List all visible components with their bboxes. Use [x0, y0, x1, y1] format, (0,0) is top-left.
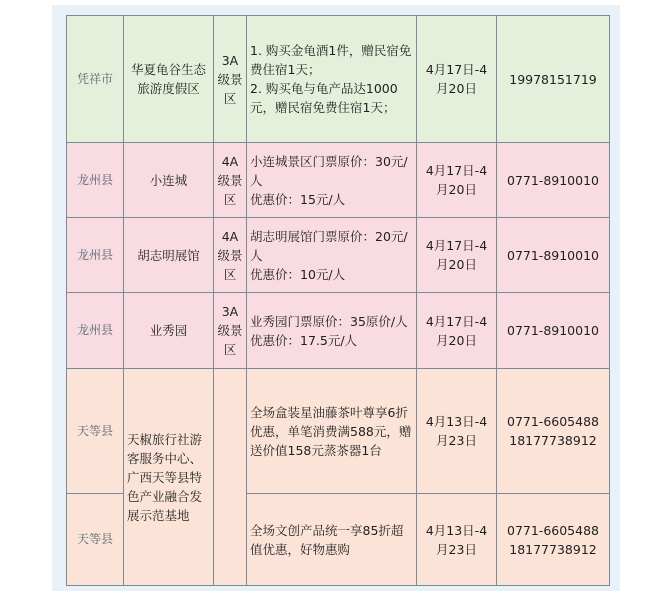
- phone-cell: 19978151719: [497, 16, 610, 143]
- dates-cell: 4月17日-4月20日: [417, 218, 497, 293]
- county-cell: 凭祥市: [67, 16, 124, 143]
- offer-cell: 小连城景区门票原价：30元/人 优惠价：15元/人: [247, 143, 417, 218]
- grade-cell: [214, 369, 247, 586]
- table-row: [67, 218, 610, 293]
- phone-cell: 0771-8910010: [497, 143, 610, 218]
- offer-cell: 全场盒装星油藤茶叶尊享6折优惠，单笔消费满588元，赠送价值158元蒸茶器1台: [247, 369, 417, 494]
- phone-cell: 0771-6605488 18177738912: [497, 494, 610, 586]
- phone-cell: 0771-8910010: [497, 218, 610, 293]
- grade-cell: 3A级景区: [214, 293, 247, 369]
- table-row: [67, 143, 610, 218]
- dates-cell: 4月17日-4月20日: [417, 143, 497, 218]
- phone-cell: 0771-8910010: [497, 293, 610, 369]
- county-cell: 龙州县: [67, 218, 124, 293]
- phone-cell: 0771-6605488 18177738912: [497, 369, 610, 494]
- venue-cell: 业秀园: [124, 293, 214, 369]
- dates-cell: 4月17日-4月20日: [417, 16, 497, 143]
- offer-cell: 1. 购买金龟酒1件，赠民宿免费住宿1天； 2. 购买龟与龟产品达1000元，赠民宿免费住宿1天；: [247, 16, 417, 143]
- promotion-table: [66, 15, 610, 586]
- dates-cell: 4月13日-4月23日: [417, 494, 497, 586]
- venue-cell: 小连城: [124, 143, 214, 218]
- grade-cell: 3A级景区: [214, 16, 247, 143]
- county-cell: 龙州县: [67, 143, 124, 218]
- county-cell: 天等县: [67, 494, 124, 586]
- venue-cell: 胡志明展馆: [124, 218, 214, 293]
- offer-cell: 胡志明展馆门票原价：20元/人 优惠价：10元/人: [247, 218, 417, 293]
- offer-cell: 全场文创产品统一享85折超值优惠，好物惠购: [247, 494, 417, 586]
- offer-cell: 业秀园门票原价：35原价/人 优惠价：17.5元/人: [247, 293, 417, 369]
- grade-cell: 4A级景区: [214, 218, 247, 293]
- table-row: [67, 369, 610, 494]
- dates-cell: 4月13日-4月23日: [417, 369, 497, 494]
- grade-cell: 4A级景区: [214, 143, 247, 218]
- table-row: [67, 293, 610, 369]
- venue-cell: 华夏龟谷生态旅游度假区: [124, 16, 214, 143]
- county-cell: 龙州县: [67, 293, 124, 369]
- county-cell: 天等县: [67, 369, 124, 494]
- table-row: [67, 16, 610, 143]
- venue-cell: 天椒旅行社游客服务中心、广西天等县特色产业融合发展示范基地: [124, 369, 214, 586]
- dates-cell: 4月17日-4月20日: [417, 293, 497, 369]
